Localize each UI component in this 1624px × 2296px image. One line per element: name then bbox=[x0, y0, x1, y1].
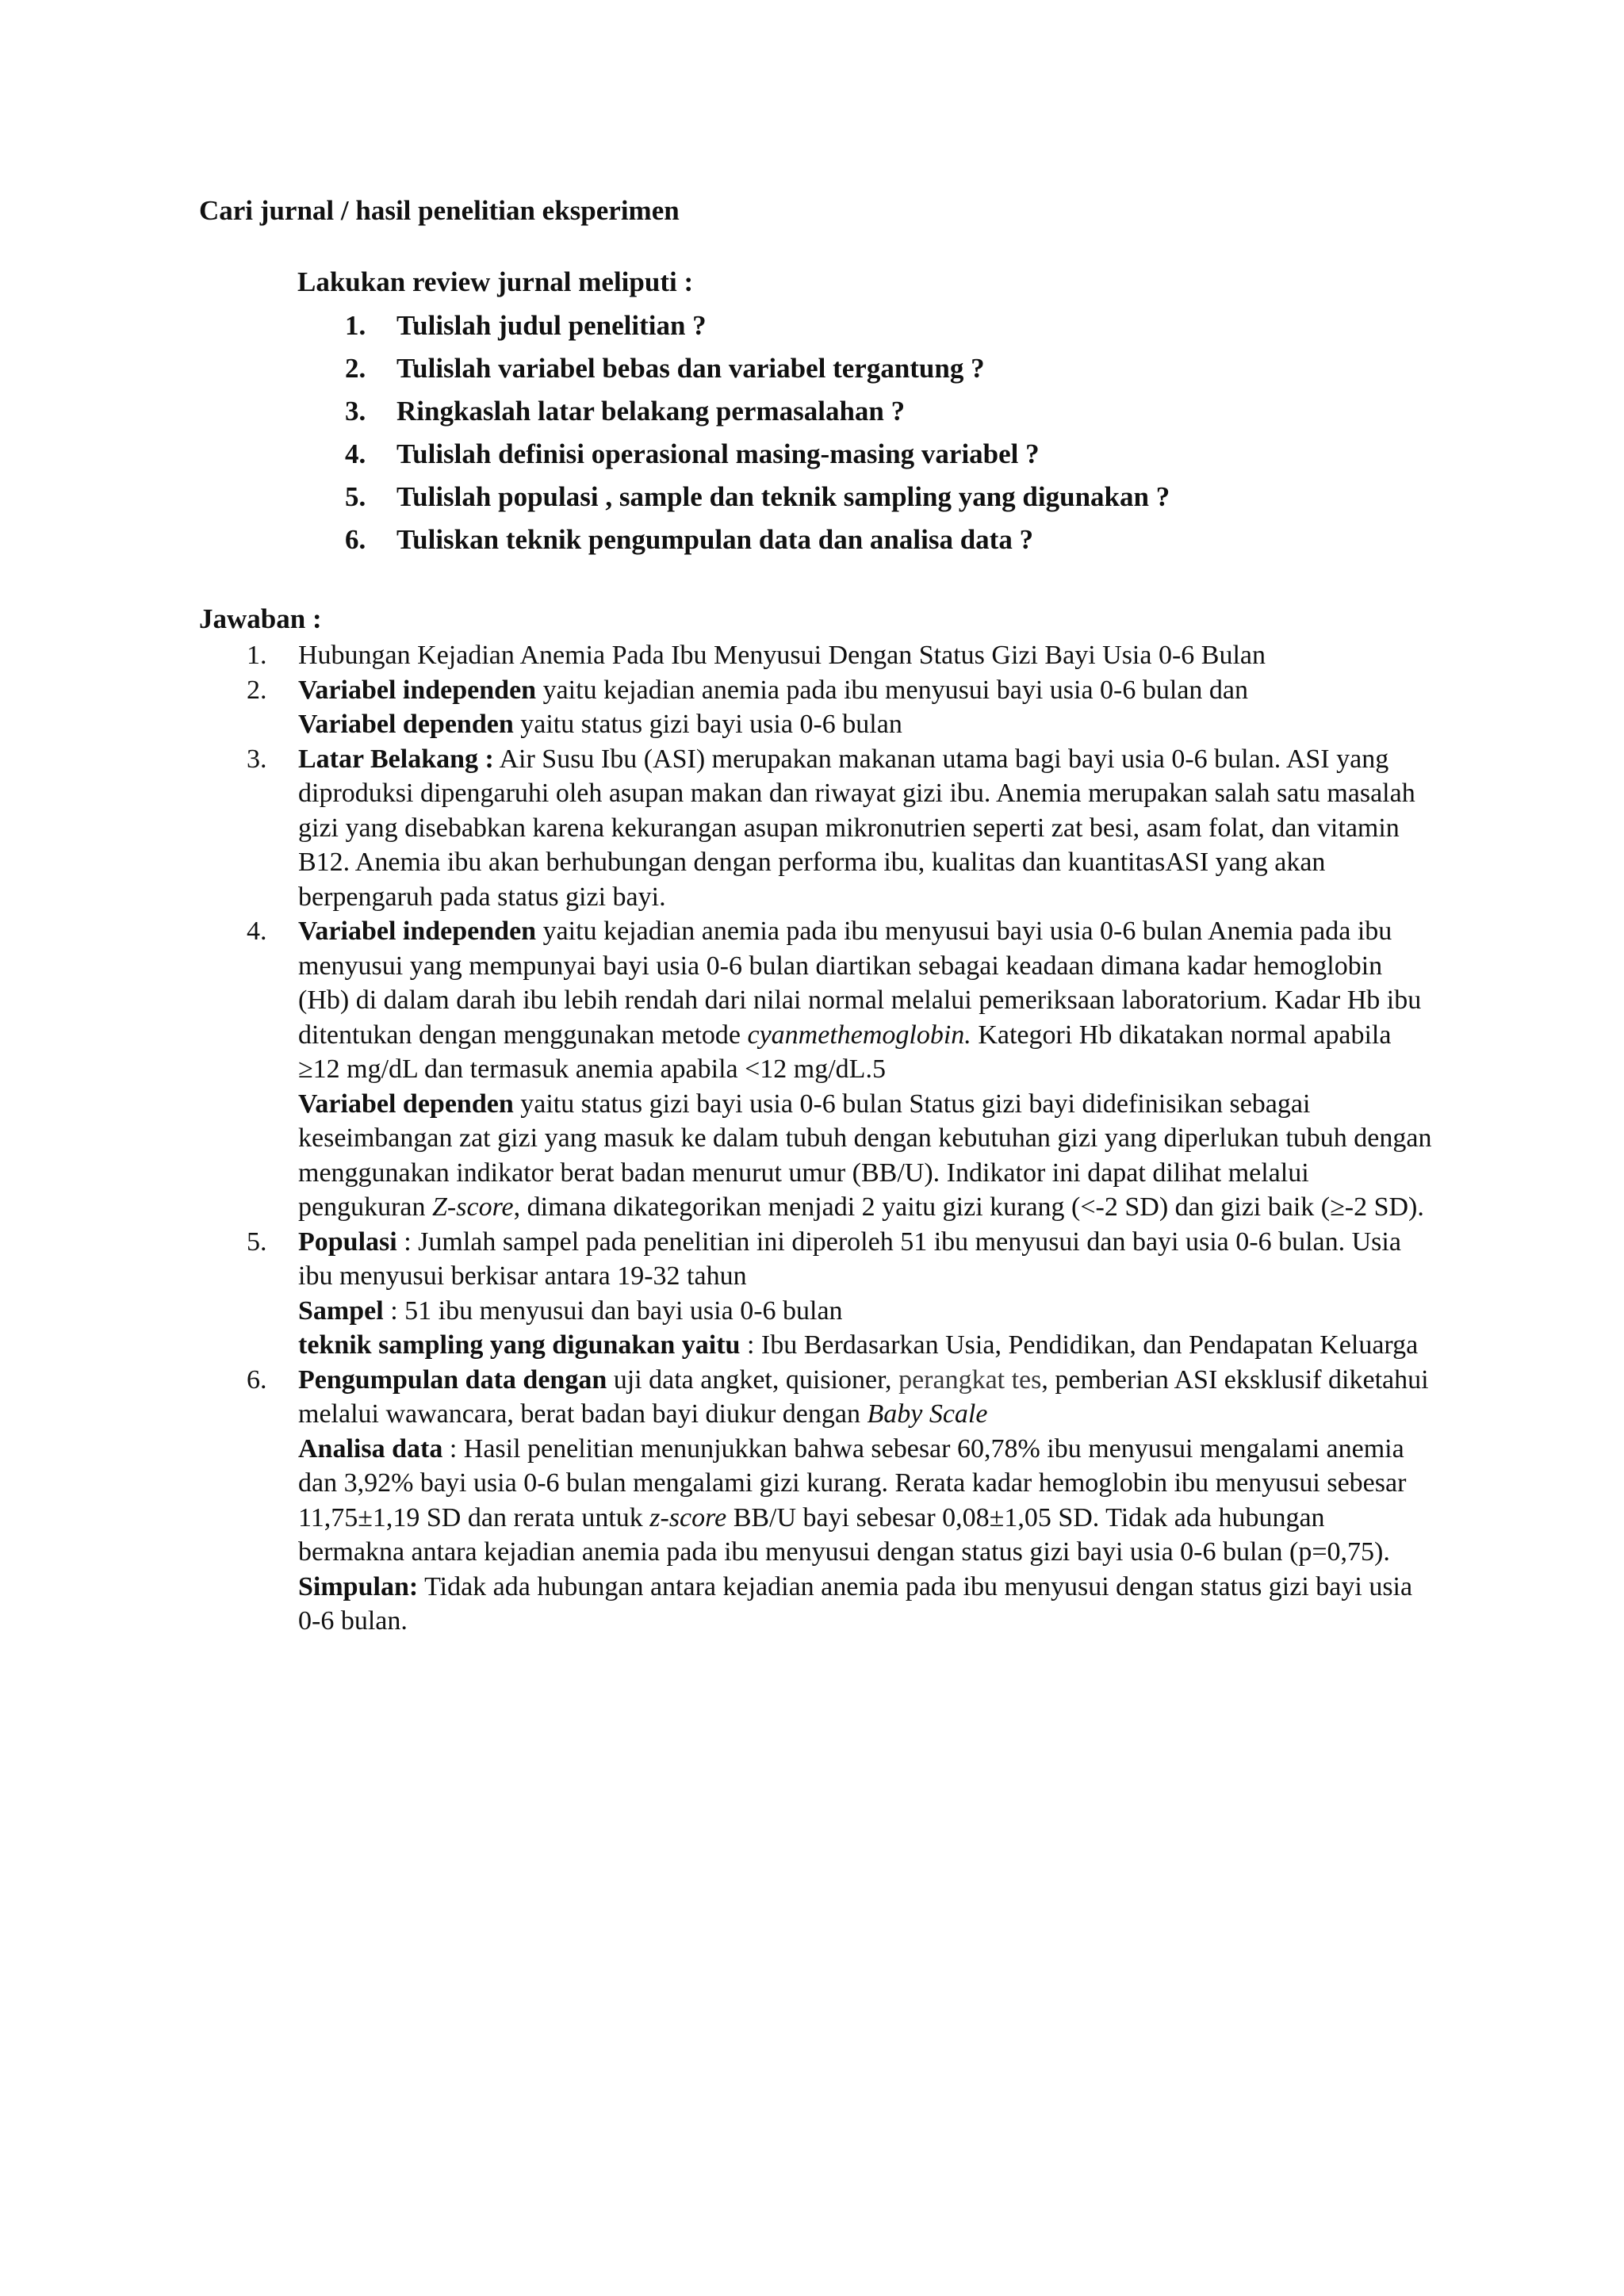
answer-item-2 bbox=[199, 673, 1436, 742]
page-title: Cari jurnal / hasil penelitian eksperimen bbox=[199, 195, 680, 226]
label-data-analysis: Analisa data bbox=[298, 1433, 443, 1464]
question-number: 1. bbox=[345, 310, 366, 341]
question-text: Tulislah definisi operasional masing-masing variabel ? bbox=[396, 438, 1040, 469]
population-text: : Jumlah sampel pada penelitian ini diperoleh 51 ibu menyusui dan bayi usia 0-6 bulan. Usia ibu menyusui berkisar antara 19-32 tahun bbox=[298, 1226, 1401, 1291]
question-text: Tulislah variabel bebas dan variabel tergantung ? bbox=[396, 353, 985, 384]
instrument-term: perangkat tes bbox=[898, 1364, 1042, 1395]
question-item bbox=[297, 394, 1487, 437]
research-title-text: Hubungan Kejadian Anemia Pada Ibu Menyusui Dengan Status Gizi Bayi Usia 0-6 Bulan bbox=[298, 641, 1266, 670]
question-text: Tulislah judul penelitian ? bbox=[396, 310, 707, 341]
question-item bbox=[297, 437, 1487, 480]
answer-number: 4. bbox=[247, 916, 267, 946]
question-number: 4. bbox=[345, 438, 366, 469]
independent-definition-para bbox=[298, 914, 1436, 1087]
review-instruction: Lakukan review jurnal meliputi : bbox=[297, 266, 694, 297]
answer-item-4 bbox=[199, 914, 1436, 1225]
data-collection-para bbox=[298, 1363, 1436, 1432]
population-para bbox=[298, 1225, 1436, 1294]
sample-para bbox=[298, 1294, 1436, 1329]
sampling-technique-text: : Ibu Berdasarkan Usia, Pendidikan, dan Pendapatan Keluarga bbox=[740, 1330, 1419, 1360]
background-text: Air Susu Ibu (ASI) merupakan makanan utama bagi bayi usia 0-6 bulan. ASI yang diproduksi dipengaruhi oleh asupan makan dan riwayat gizi ibu. Anemia merupakan salah satu masalah gizi yang disebabkan karena kekurangan asupan mikronutrien seperti zat besi, asam folat, dan vitamin B12. Anemia ibu akan berhubungan dengan performa ibu, kualitas dan kuantitasASI yang akan berpengaruh pada status gizi bayi. bbox=[298, 744, 1415, 912]
answers-heading: Jawaban : bbox=[199, 603, 322, 634]
question-number: 3. bbox=[345, 396, 366, 427]
question-list bbox=[297, 308, 1487, 565]
question-number: 5. bbox=[345, 481, 366, 512]
dependent-definition-para bbox=[298, 1087, 1436, 1225]
dependent-variable-para bbox=[298, 707, 1436, 742]
question-item bbox=[297, 480, 1487, 522]
question-text: Ringkaslah latar belakang permasalahan ? bbox=[396, 396, 906, 427]
answer-number: 2. bbox=[247, 675, 267, 705]
label-population: Populasi bbox=[298, 1226, 397, 1257]
answer-list bbox=[199, 638, 1436, 1639]
zscore-term: z-score bbox=[649, 1502, 727, 1533]
answer-item-5 bbox=[199, 1225, 1436, 1363]
sample-text: : 51 ibu menyusui dan bayi usia 0-6 bulan bbox=[383, 1295, 843, 1326]
answer-number: 3. bbox=[247, 744, 267, 774]
answer-item-6 bbox=[199, 1363, 1436, 1639]
answer-number: 5. bbox=[247, 1226, 267, 1257]
answer-item-3 bbox=[199, 742, 1436, 915]
question-item bbox=[297, 351, 1487, 394]
question-text: Tuliskan teknik pengumpulan data dan analisa data ? bbox=[396, 524, 1034, 555]
hb-category-text: Kategori Hb dikatakan normal apabila ≥12 mg/dL dan termasuk anemia apabila <12 mg/dL.5 bbox=[298, 1020, 1392, 1084]
independent-variable-para bbox=[298, 673, 1436, 708]
data-collection-text: uji data angket, quisioner, bbox=[607, 1364, 899, 1395]
label-dependent: Variabel dependen bbox=[298, 1089, 514, 1119]
method-name: cyanmethemoglobin. bbox=[747, 1020, 971, 1050]
scale-term: Baby Scale bbox=[867, 1399, 988, 1429]
label-background: Latar Belakang : bbox=[298, 744, 494, 774]
zscore-term: Z-score bbox=[432, 1192, 514, 1222]
independent-variable-text: yaitu kejadian anemia pada ibu menyusui bayi usia 0-6 bulan dan bbox=[536, 675, 1249, 705]
answer-number: 6. bbox=[247, 1364, 267, 1395]
background-para bbox=[298, 742, 1436, 915]
label-independent: Variabel independen bbox=[298, 916, 537, 946]
answer-item-1 bbox=[199, 638, 1436, 673]
conclusion-text: Tidak ada hubungan antara kejadian anemia pada ibu menyusui dengan status gizi bayi usia 0-6 bulan. bbox=[298, 1571, 1413, 1636]
label-data-collection: Pengumpulan data dengan bbox=[298, 1364, 607, 1395]
data-analysis-text-2: BB/U bayi sebesar 0,08±1,05 SD. Tidak ada hubungan bermakna antara kejadian anemia pada ibu menyusui dengan status gizi bayi usia 0-6 bulan (p=0,75). bbox=[298, 1502, 1390, 1567]
sampling-technique-para bbox=[298, 1328, 1436, 1363]
label-conclusion: Simpulan: bbox=[298, 1571, 419, 1601]
question-text: Tulislah populasi , sample dan teknik sampling yang digunakan ? bbox=[396, 481, 1170, 512]
label-dependent: Variabel dependen bbox=[298, 710, 514, 739]
label-independent: Variabel independen bbox=[298, 675, 537, 705]
question-item bbox=[297, 522, 1487, 565]
question-number: 2. bbox=[345, 353, 366, 384]
data-analysis-text: : Hasil penelitian menunjukkan bahwa sebesar 60,78% ibu menyusui mengalami anemia dan 3,92% bayi usia 0-6 bulan mengalami gizi kurang. Rerata kadar hemoglobin ibu menyusui sebesar 11,75±1,19 SD dan rerata untuk bbox=[298, 1433, 1407, 1533]
data-analysis-para bbox=[298, 1432, 1436, 1570]
zscore-category-text: , dimana dikategorikan menjadi 2 yaitu gizi kurang (<-2 SD) dan gizi baik (≥-2 SD). bbox=[513, 1192, 1424, 1222]
dependent-variable-text: yaitu status gizi bayi usia 0-6 bulan bbox=[513, 710, 902, 739]
data-collection-text-2: , pemberian ASI eksklusif diketahui melalui wawancara, berat badan bayi diukur dengan bbox=[298, 1364, 1429, 1429]
independent-definition-text: yaitu kejadian anemia pada ibu menyusui bayi usia 0-6 bulan Anemia pada ibu menyusui yang mempunyai bayi usia 0-6 bulan diartikan sebagai keadaan dimana kadar hemoglobin (Hb) di dalam darah ibu lebih rendah dari nilai normal melalui pemeriksaan laboratorium. Kadar Hb ibu ditentukan dengan menggunakan metode bbox=[298, 916, 1422, 1050]
label-sampling-technique: teknik sampling yang digunakan yaitu bbox=[298, 1330, 741, 1360]
question-number: 6. bbox=[345, 524, 366, 555]
question-item bbox=[297, 308, 1487, 351]
conclusion-para bbox=[298, 1570, 1436, 1639]
dependent-definition-text: yaitu status gizi bayi usia 0-6 bulan Status gizi bayi didefinisikan sebagai keseimbangan zat gizi yang masuk ke dalam tubuh dengan kebutuhan gizi yang diperlukan tubuh dengan menggunakan indikator berat badan menurut umur (BB/U). Indikator ini dapat dilihat melalui pengukuran bbox=[298, 1089, 1432, 1222]
label-sample: Sampel bbox=[298, 1295, 384, 1326]
answer-number: 1. bbox=[247, 641, 267, 670]
